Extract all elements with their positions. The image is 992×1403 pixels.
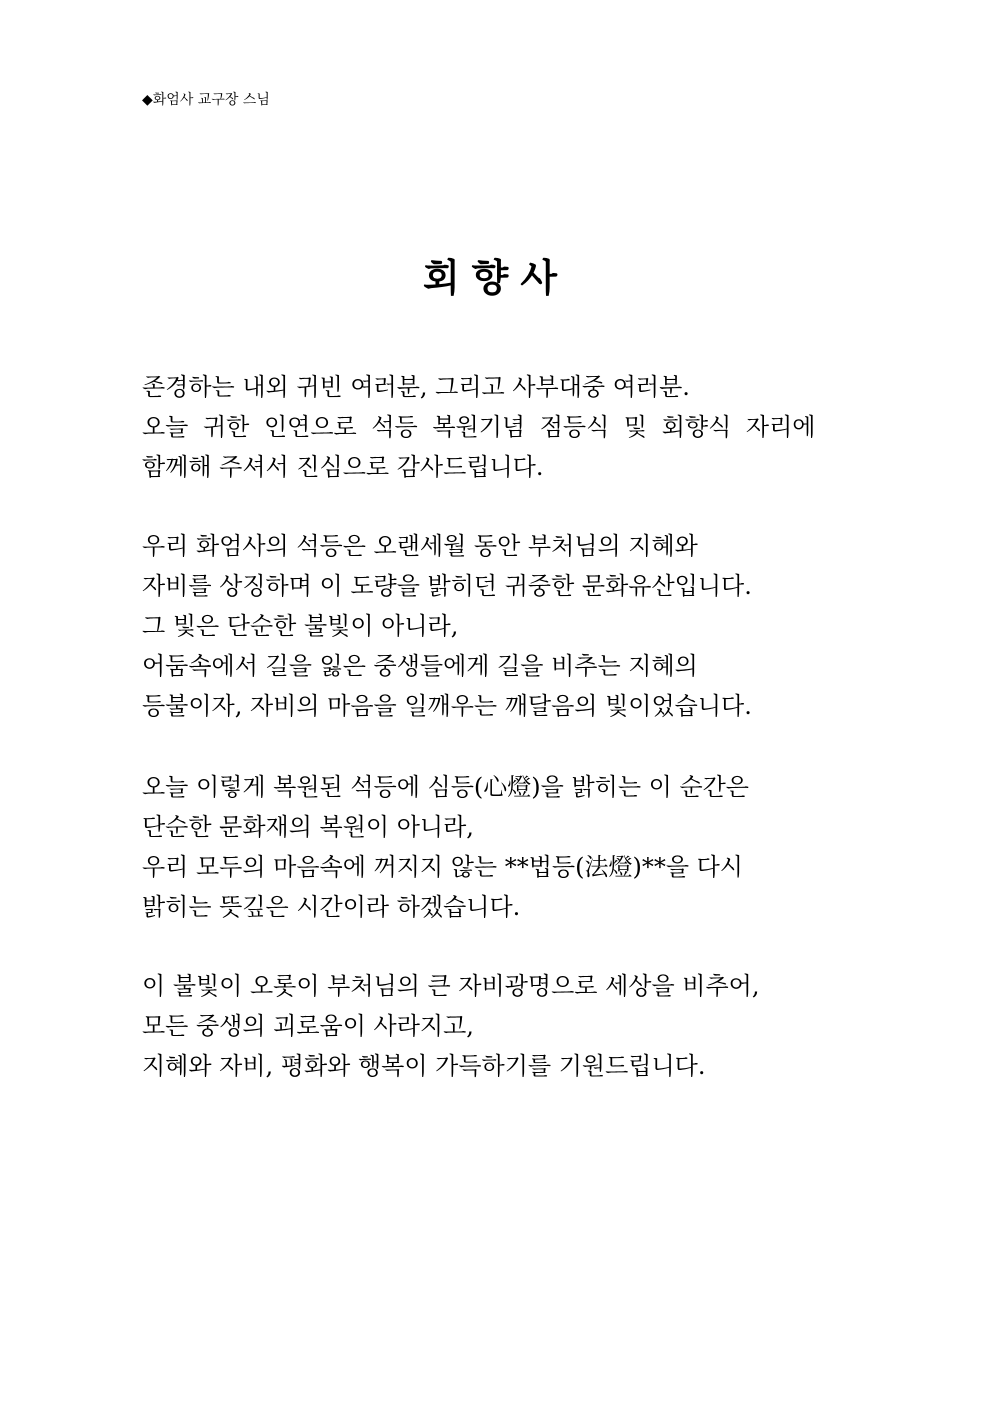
paragraph-greeting	[142, 367, 862, 487]
text-line: 단순한 문화재의 복원이 아니라,	[142, 813, 474, 841]
text-line: 모든 중생의 괴로움이 사라지고,	[142, 1012, 474, 1040]
paragraph-stone-lantern	[142, 526, 862, 726]
text-line: 이 불빛이 오롯이 부처님의 큰 자비광명으로 세상을 비추어,	[142, 972, 760, 1000]
text-line: 등불이자, 자비의 마음을 일깨우는 깨달음의 빛이었습니다.	[142, 692, 752, 720]
paragraph-lighting	[142, 767, 862, 927]
text-line: 함께해 주셔서 진심으로 감사드립니다.	[142, 453, 544, 481]
document-title: 회향사	[422, 256, 570, 300]
text-line: 오늘 귀한 인연으로 석등 복원기념 점등식 및 회향식 자리에	[142, 413, 816, 441]
text-line: 존경하는 내외 귀빈 여러분, 그리고 사부대중 여러분.	[142, 373, 690, 401]
text-line: 오늘 이렇게 복원된 석등에 심등(心燈)을 밝히는 이 순간은	[142, 773, 749, 801]
text-line: 우리 화엄사의 석등은 오랜세월 동안 부처님의 지혜와	[142, 532, 698, 560]
text-line: 밝히는 뜻깊은 시간이라 하겠습니다.	[142, 893, 521, 921]
text-line: 어둠속에서 길을 잃은 중생들에게 길을 비추는 지혜의	[142, 652, 698, 680]
paragraph-prayer	[142, 966, 862, 1086]
text-line: 자비를 상징하며 이 도량을 밝히던 귀중한 문화유산입니다.	[142, 572, 752, 600]
text-line: 우리 모두의 마음속에 꺼지지 않는 **법등(法燈)**을 다시	[142, 853, 743, 881]
speaker-caption: ◆화엄사 교구장 스님	[142, 92, 270, 108]
text-line: 지혜와 자비, 평화와 행복이 가득하기를 기원드립니다.	[142, 1052, 706, 1080]
text-line: 그 빛은 단순한 불빛이 아니라,	[142, 612, 459, 640]
